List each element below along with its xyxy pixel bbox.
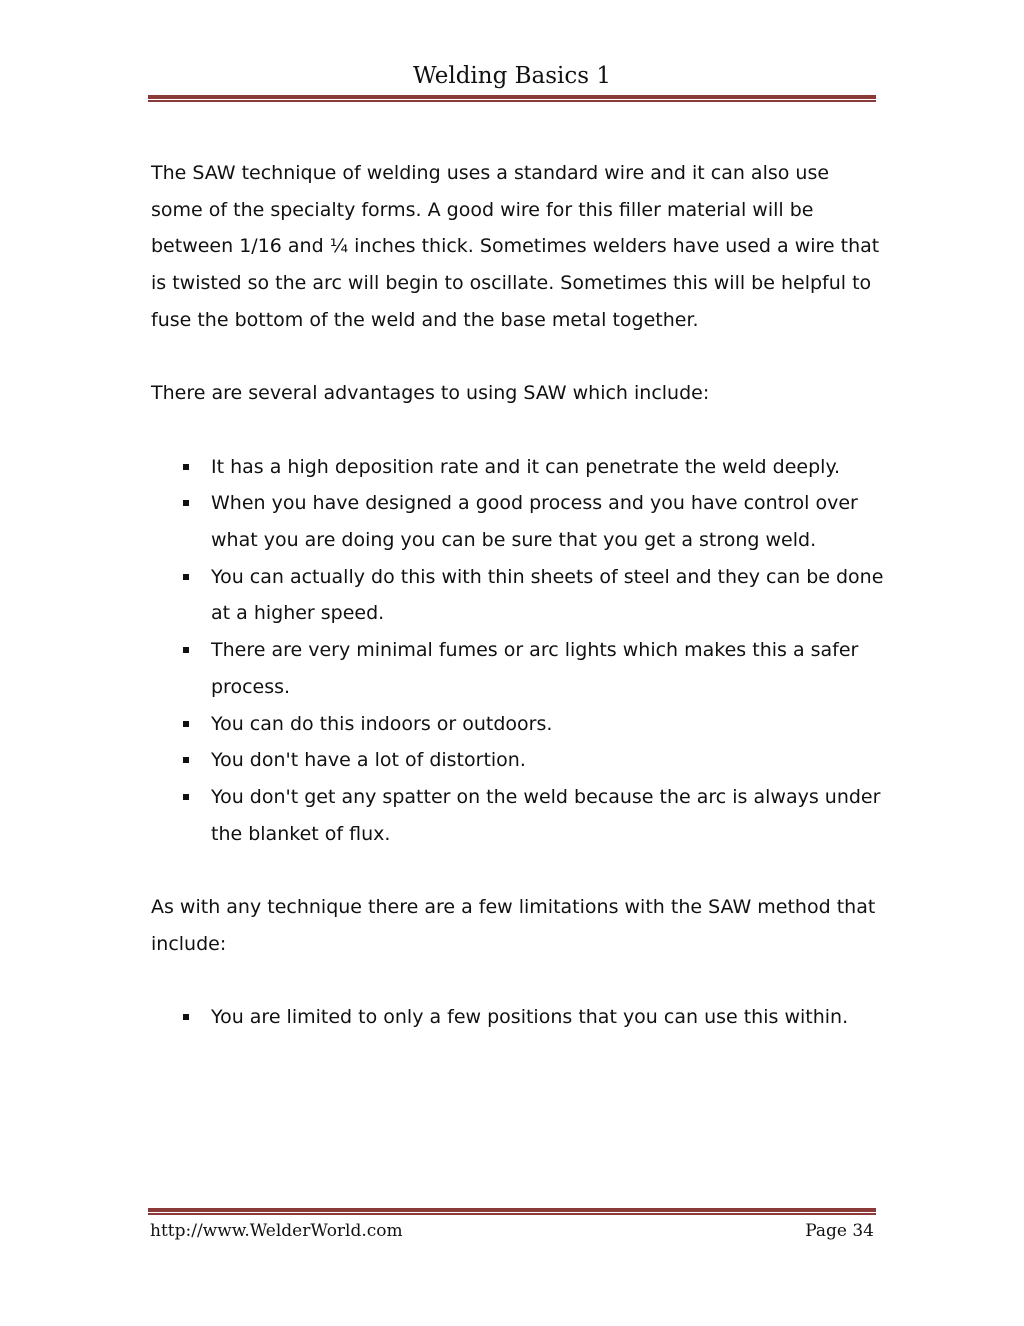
square-bullet-icon [183,464,189,470]
list-item-text: You are limited to only a few positions that you can use this within. [211,1006,849,1029]
advantages-intro-paragraph: There are several advantages to using SAW which include: [151,382,710,405]
list-item-text: You don't have a lot of distortion. [211,749,526,772]
intro-paragraph: The SAW technique of welding uses a standard wire and it can also use some of the specialty forms. A good wire for this filler material will be between 1/16 and ¼ inches thick. Sometimes welders have used a wire that is twisted so the arc will begin to oscillate. Sometimes this will be helpful to fuse the bottom of the weld and the base metal together. [151,162,880,331]
square-bullet-icon [183,794,189,800]
paragraph-spacer [151,962,886,999]
footer-url: http://www.WelderWorld.com [150,1221,403,1241]
footer-divider [148,1208,876,1215]
advantages-list [151,449,886,853]
footer-divider-thick-line [148,1208,876,1212]
list-item [151,706,886,743]
list-item-text: You can actually do this with thin sheets of steel and they can be done at a higher speed. [211,565,884,625]
header-divider-thin-line [148,100,876,102]
list-item [151,779,886,852]
header-divider-thick-line [148,95,876,99]
list-item [151,485,886,558]
paragraph-spacer [151,339,886,376]
footer-page-number: Page 34 [805,1221,874,1241]
square-bullet-icon [183,1014,189,1020]
page-header-title: Welding Basics 1 [412,63,612,89]
list-item [151,742,886,779]
square-bullet-icon [183,647,189,653]
limitations-intro-paragraph: As with any technique there are a few limitations with the SAW method that include: [151,896,876,955]
page-body [151,155,886,1036]
paragraph-spacer [151,412,886,449]
square-bullet-icon [183,721,189,727]
list-item-text: When you have designed a good process and you have control over what you are doing you can be sure that you get a strong weld. [211,492,858,551]
footer-divider-thin-line [148,1213,876,1215]
limitations-list [151,999,886,1036]
list-item [151,632,886,705]
square-bullet-icon [183,757,189,763]
list-item-text: You don't get any spatter on the weld because the arc is always under the blanket of flux. [211,785,881,845]
paragraph-spacer [151,852,886,889]
list-item [151,449,886,486]
square-bullet-icon [183,500,189,506]
list-item-text: There are very minimal fumes or arc lights which makes this a safer process. [211,639,859,698]
list-item-text: It has a high deposition rate and it can penetrate the weld deeply. [211,455,841,478]
list-item [151,559,886,632]
list-item-text: You can do this indoors or outdoors. [211,712,553,735]
list-item [151,999,886,1036]
header-divider [148,95,876,102]
square-bullet-icon [183,574,189,580]
